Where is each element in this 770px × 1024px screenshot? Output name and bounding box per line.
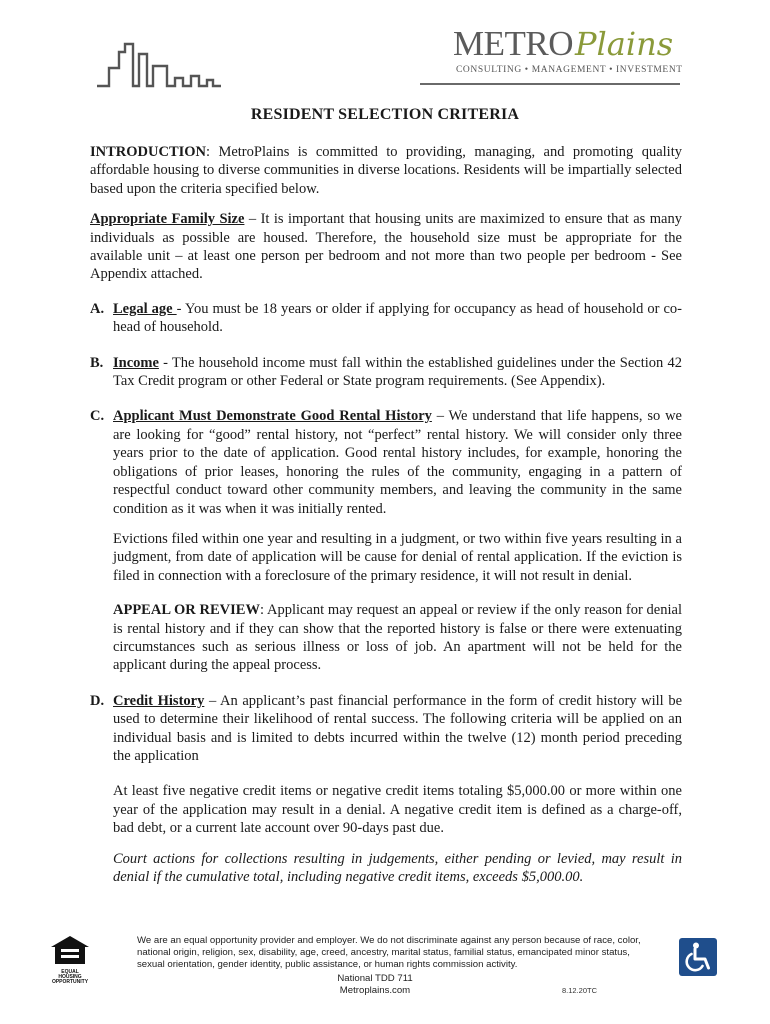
criterion-income bbox=[90, 354, 682, 391]
credit-history-text: – An applicant’s past financial performance in the form of credit history will be used to determine their likelihood of rental success. The following criteria will be applied on an individual basis and is limited to debts incurred within the twelve (12) month period preceding the application bbox=[113, 692, 683, 764]
appeal-paragraph bbox=[113, 601, 682, 675]
criterion-rental-history bbox=[90, 407, 682, 674]
family-size-label: Appropriate Family Size bbox=[90, 211, 245, 228]
city-skyline-logo bbox=[95, 38, 235, 90]
wheelchair-accessibility-icon bbox=[679, 938, 717, 976]
criterion-letter: D. bbox=[90, 692, 105, 709]
house-icon bbox=[50, 935, 90, 965]
negative-credit-paragraph: At least five negative credit items or negative credit items totaling $5,000.00 or more within one year of the application may result in a denial. A negative credit item is defined as a charge-off, bad debt, or a current late account over 90-days past due. bbox=[113, 783, 682, 837]
criterion-credit-history bbox=[90, 692, 682, 887]
equal-housing-logo bbox=[50, 935, 90, 985]
criterion-letter: B. bbox=[90, 354, 104, 371]
family-size-text: – It is important that housing units are maximized to ensure that as many individuals as possible are housed. Therefore, the household size must be appropriate for the available unit – at least one person per bedroom and not more than two people per bedroom - See Appendix attached. bbox=[90, 211, 682, 283]
criterion-letter: A. bbox=[90, 300, 105, 317]
page-header bbox=[0, 0, 770, 100]
brand-logo bbox=[453, 24, 673, 64]
introduction-text: : MetroPlains is committed to providing, managing, and promoting quality affordable housing to diverse communities in diverse locations. Residents will be impartially selected based upon the criteria specified below. bbox=[90, 144, 682, 197]
brand-tagline: CONSULTING • MANAGEMENT • INVESTMENT bbox=[456, 65, 683, 75]
eho-label-2: OPPORTUNITY bbox=[51, 979, 89, 985]
appeal-text: : Applicant may request an appeal or review if the only reason for denial is rental history and if they can show that the reported history is false or there were extenuating circumstances such as serious illness or loss of job. An apartment will not be held for the applicant during the appeal process. bbox=[113, 602, 682, 674]
document-body bbox=[90, 143, 682, 898]
legal-age-label: Legal age bbox=[113, 300, 177, 317]
brand-name-main: METRO bbox=[453, 24, 573, 63]
eho-label-1: EQUAL HOUSING bbox=[58, 969, 82, 980]
rental-history-label: Applicant Must Demonstrate Good Rental History bbox=[113, 408, 432, 425]
tdd-number: National TDD 711 bbox=[337, 973, 413, 984]
rental-history-text: – We understand that life happens, so we are looking for “good” rental history, not “perfect” rental history. We will consider only three years prior to the date of application. Good rental history includes, for example, honoring the obligations of prior leases, honoring the rules of the community, engaging in a pattern of respectful conduct toward other community members, and leaving the community in the same condition as it was when it was initially rented. bbox=[113, 408, 682, 517]
legal-age-text: - You must be 18 years or older if applying for occupancy as head of household or co-head of household. bbox=[113, 300, 683, 336]
criterion-legal-age bbox=[90, 300, 682, 337]
income-label: Income bbox=[113, 354, 159, 371]
brand-name-script: Plains bbox=[575, 25, 674, 63]
evictions-paragraph: Evictions filed within one year and resulting in a judgment, or two within five years resulting in a judgment, from date of application will be cause for denial of rental application. If the eviction is filed in connection with a foreclosure of the primary residence, it will not result in denial. bbox=[113, 530, 682, 584]
family-size-paragraph bbox=[90, 210, 682, 284]
credit-history-label: Credit History bbox=[113, 692, 205, 709]
document-title: RESIDENT SELECTION CRITERIA bbox=[250, 106, 520, 123]
introduction-label: INTRODUCTION bbox=[90, 144, 207, 160]
income-text: - The household income must fall within the established guidelines under the Section 42 Tax Credit program or other Federal or State program requirements. (See Appendix). bbox=[113, 354, 682, 390]
criterion-letter: C. bbox=[90, 408, 105, 425]
website-text: Metroplains.com bbox=[339, 985, 411, 996]
appeal-label: APPEAL OR REVIEW bbox=[113, 602, 260, 619]
document-code: 8.12.20TC bbox=[562, 986, 598, 995]
court-actions-paragraph: Court actions for collections resulting in judgements, either pending or levied, may result in denial if the cumulative total, including negative credit items, exceeds $5,000.00. bbox=[113, 850, 682, 885]
header-rule bbox=[420, 83, 680, 85]
introduction-paragraph bbox=[90, 143, 682, 198]
equal-opportunity-statement: We are an equal opportunity provider and employer. We do not discriminate against any person because of race, color, national origin, religion, sex, disability, age, creed, ancestry, marital status, familial status, emancipated minor status, sexual orientation, gender identity, public assistance, or human rights commission activity. bbox=[137, 935, 641, 970]
